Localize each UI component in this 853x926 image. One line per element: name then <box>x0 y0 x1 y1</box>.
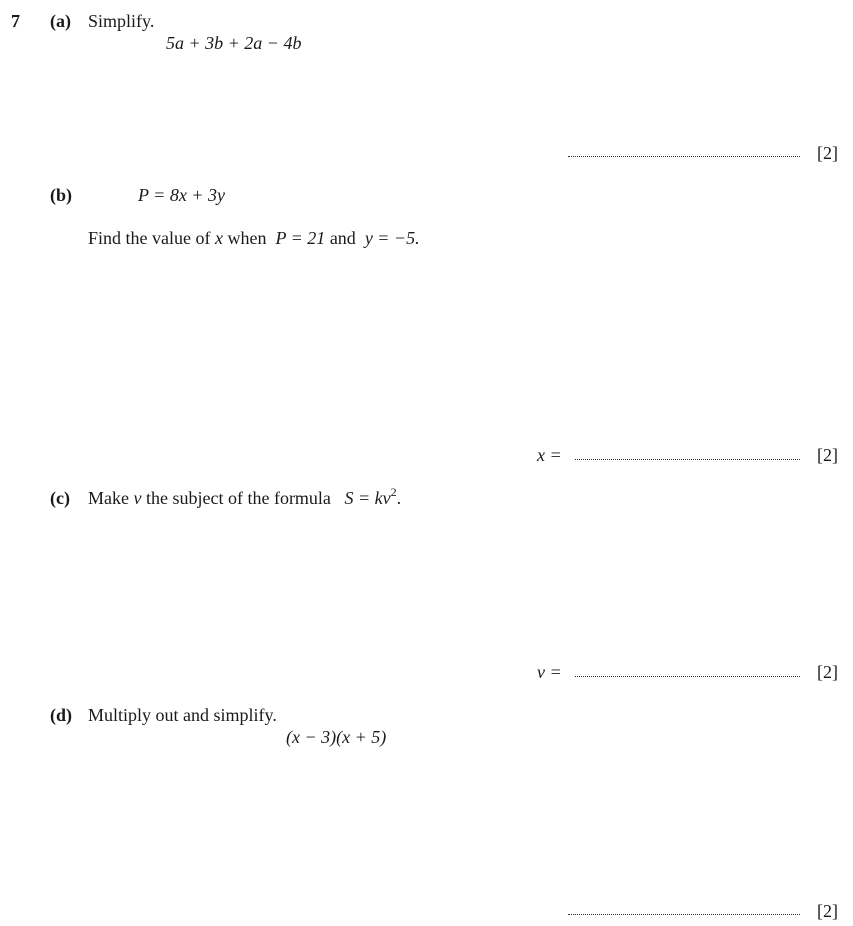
part-b-and: and <box>329 228 356 248</box>
part-b-condition-y: y = −5. <box>364 228 420 248</box>
part-c-instruction-var: v <box>133 488 142 508</box>
question-number: 7 <box>11 11 20 31</box>
part-c-instruction-pre: Make <box>88 488 129 508</box>
part-d-answer-line[interactable] <box>568 914 800 915</box>
part-b-answer-line[interactable] <box>575 459 800 460</box>
part-c-formula-end: . <box>396 488 402 508</box>
part-b-answer-prefix: x = <box>537 445 562 465</box>
part-b-instruction-pre: Find the value of <box>88 228 211 248</box>
part-b-marks: [2] <box>817 445 838 465</box>
part-c-instruction-post: the subject of the formula <box>145 488 331 508</box>
part-d-expression: (x − 3)(x + 5) <box>286 727 387 747</box>
part-b-formula: P = 8x + 3y <box>138 185 225 205</box>
part-d-instruction: Multiply out and simplify. <box>88 705 277 725</box>
part-c-label: (c) <box>50 488 70 508</box>
part-c-instruction <box>88 485 402 508</box>
part-c-answer-line[interactable] <box>575 676 800 677</box>
part-b-condition-p: P = 21 <box>275 228 326 248</box>
part-c-formula: S = kv <box>344 488 391 508</box>
part-d-label: (d) <box>50 705 72 725</box>
part-b-instruction <box>88 229 420 247</box>
part-b-label: (b) <box>50 185 72 205</box>
part-c-marks: [2] <box>817 662 838 682</box>
part-a-expression: 5a + 3b + 2a − 4b <box>166 33 302 53</box>
part-a-answer-line[interactable] <box>568 156 800 157</box>
part-b-instruction-mid: when <box>227 228 267 248</box>
part-d-marks: [2] <box>817 901 838 921</box>
part-c-formula-exponent: 2 <box>390 485 397 499</box>
part-c-answer-prefix: v = <box>537 662 562 682</box>
part-a-label: (a) <box>50 11 71 31</box>
part-a-instruction: Simplify. <box>88 11 155 31</box>
part-b-instruction-var: x <box>214 228 223 248</box>
part-a-marks: [2] <box>817 143 838 163</box>
